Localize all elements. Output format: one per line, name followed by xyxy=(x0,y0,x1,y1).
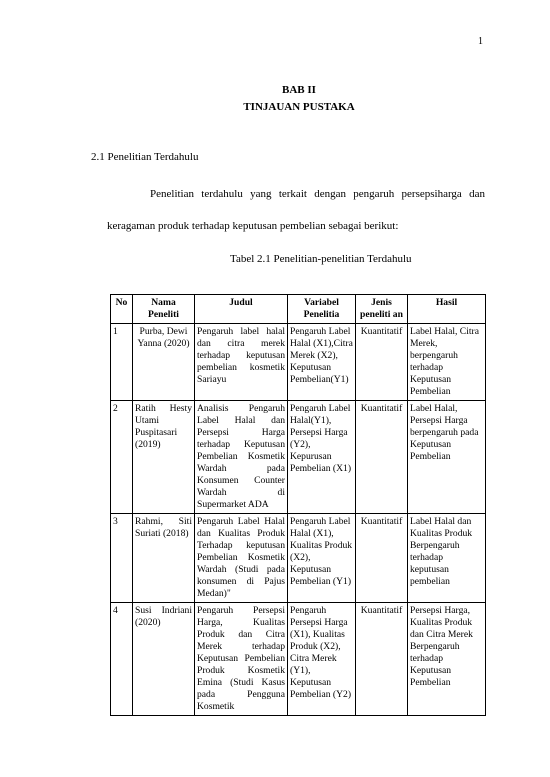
cell-nama: Rahmi, Siti Suriati (2018) xyxy=(133,514,195,603)
header-judul: Judul xyxy=(195,295,288,324)
cell-nama: Ratih Hesty Utami Puspitasari (2019) xyxy=(133,401,195,514)
cell-no: 2 xyxy=(111,401,133,514)
research-table xyxy=(110,294,486,716)
table-row xyxy=(111,324,486,401)
chapter-heading: BAB II xyxy=(282,84,316,96)
cell-hasil: Label Halal, Citra Merek, berpengaruh terhadap Keputusan Pembelian xyxy=(408,324,486,401)
table-row xyxy=(111,603,486,716)
section-title: 2.1 Penelitian Terdahulu xyxy=(91,151,199,163)
cell-jenis: Kuantitatif xyxy=(356,324,408,401)
cell-nama: Purba, Dewi Yanna (2020) xyxy=(133,324,195,401)
intro-paragraph-line-1: Penelitian terdahulu yang terkait dengan pengaruh persepsiharga dan xyxy=(150,188,485,200)
cell-hasil: Label Halal dan Kualitas Produk Berpengaruh terhadap keputusan pembelian xyxy=(408,514,486,603)
table-row xyxy=(111,401,486,514)
cell-jenis: Kuantitatif xyxy=(356,603,408,716)
chapter-title: TINJAUAN PUSTAKA xyxy=(243,101,355,113)
cell-judul: Pengaruh Persepsi Harga, Kualitas Produk dan Citra Merek terhadap Keputusan Pembelian Produk Kosmetik Emina (Studi Kasus pada Pengguna Kosmetik xyxy=(195,603,288,716)
cell-no: 4 xyxy=(111,603,133,716)
page-number: 1 xyxy=(478,36,483,47)
cell-no: 1 xyxy=(111,324,133,401)
header-no: No xyxy=(111,295,133,324)
cell-jenis: Kuantitatif xyxy=(356,514,408,603)
cell-hasil: Persepsi Harga, Kualitas Produk dan Citra Merek Berpengaruh terhadap Keputusan Pembelian xyxy=(408,603,486,716)
intro-paragraph-line-2: keragaman produk terhadap keputusan pembelian sebagai berikut: xyxy=(107,220,399,232)
cell-variabel: Pengaruh Label Halal (X1),Citra Merek (X2), Keputusan Pembelian(Y1) xyxy=(288,324,356,401)
header-variabel: Variabel Penelitia xyxy=(288,295,356,324)
cell-judul: Pengaruh label halal dan citra merek terhadap keputusan pembelian kosmetik Sariayu xyxy=(195,324,288,401)
header-nama-peneliti: Nama Peneliti xyxy=(133,295,195,324)
cell-jenis: Kuantitatif xyxy=(356,401,408,514)
table-header-row xyxy=(111,295,486,324)
cell-judul: Analisis Pengaruh Label Halal dan Persepsi Harga terhadap Keputusan Pembelian Kosmetik Wardah pada Konsumen Counter Wardah di Supermarket ADA xyxy=(195,401,288,514)
table-caption: Tabel 2.1 Penelitian-penelitian Terdahulu xyxy=(230,253,412,265)
header-hasil: Hasil xyxy=(408,295,486,324)
cell-variabel: Pengaruh Label Halal (X1), Kualitas Produk (X2), Keputusan Pembelian (Y1) xyxy=(288,514,356,603)
cell-judul: Pengaruh Label Halal dan Kualitas Produk Terhadap keputusan Pembelian Kosmetik Wardah (Studi pada konsumen di Pajus Medan)" xyxy=(195,514,288,603)
cell-nama: Susi Indriani (2020) xyxy=(133,603,195,716)
cell-no: 3 xyxy=(111,514,133,603)
table-row xyxy=(111,514,486,603)
cell-hasil: Label Halal, Persepsi Harga berpengaruh pada Keputusan Pembelian xyxy=(408,401,486,514)
cell-variabel: Pengaruh Label Halal(Y1), Persepsi Harga (Y2), Kepurusan Pembelian (X1) xyxy=(288,401,356,514)
header-jenis-penelitian: Jenis peneliti an xyxy=(356,295,408,324)
cell-variabel: Pengaruh Persepsi Harga (X1), Kualitas Produk (X2), Citra Merek (Y1), Keputusan Pembelian (Y2) xyxy=(288,603,356,716)
